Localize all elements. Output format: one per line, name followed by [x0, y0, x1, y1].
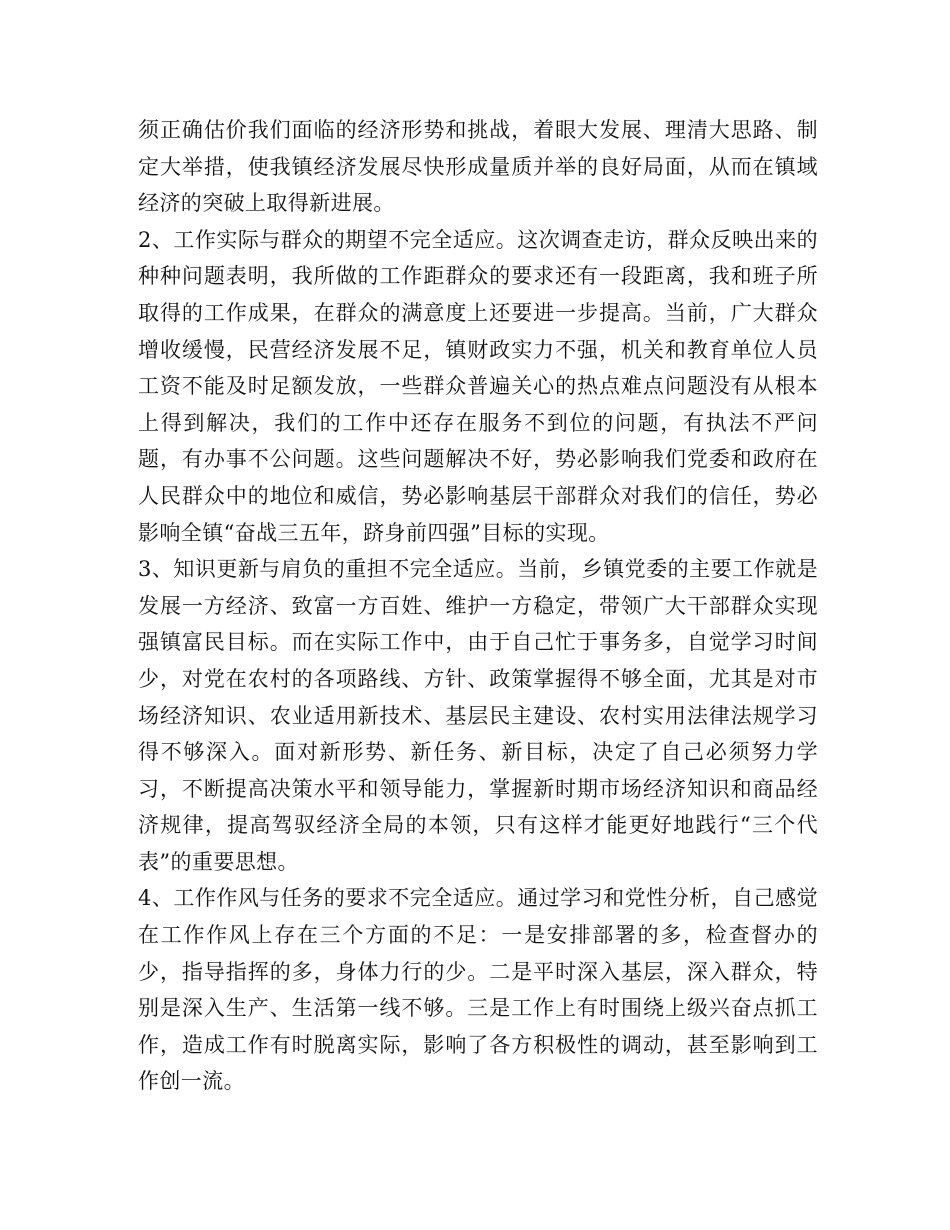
paragraph-item-2: 2、工作实际与群众的期望不完全适应。这次调查走访，群众反映出来的种种问题表明，我所做的工作距群众的要求还有一段距离，我和班子所取得的工作成果，在群众的满意度上还要进一步提高。当前，广大群众增收缓慢，民营经济发展不足，镇财政实力不强，机关和教育单位人员工资不能及时足额发放，一些群众普遍关心的热点难点问题没有从根本上得到解决，我们的工作中还存在服务不到位的问题，有执法不严问题，有办事不公问题。这些问题解决不好，势必影响我们党委和政府在人民群众中的地位和威信，势必影响基层干部群众对我们的信任，势必影响全镇“奋战三五年，跻身前四强”目标的实现。	[138, 227, 818, 545]
document-body	[138, 112, 818, 1100]
paragraph-continuation: 须正确估价我们面临的经济形势和挑战，着眼大发展、理清大思路、制定大举措，使我镇经济发展尽快形成量质并举的良好局面，从而在镇域经济的突破上取得新进展。	[138, 118, 818, 216]
paragraph-item-4: 4、工作作风与任务的要求不完全适应。通过学习和党性分析，自己感觉在工作作风上存在三个方面的不足：一是安排部署的多，检查督办的少，指导指挥的多，身体力行的少。二是平时深入基层，深入群众，特别是深入生产、生活第一线不够。三是工作上有时围绕上级兴奋点抓工作，造成工作有时脱离实际，影响了各方积极性的调动，甚至影响到工作创一流。	[138, 886, 818, 1094]
paragraph-item-3: 3、知识更新与肩负的重担不完全适应。当前，乡镇党委的主要工作就是发展一方经济、致富一方百姓、维护一方稳定，带领广大干部群众实现强镇富民目标。而在实际工作中，由于自己忙于事务多，自觉学习时间少，对党在农村的各项路线、方针、政策掌握得不够全面，尤其是对市场经济知识、农业适用新技术、基层民主建设、农村实用法律法规学习得不够深入。面对新形势、新任务、新目标，决定了自己必须努力学习，不断提高决策水平和领导能力，掌握新时期市场经济知识和商品经济规律，提高驾驭经济全局的本领，只有这样才能更好地践行“三个代表”的重要思想。	[138, 557, 818, 874]
